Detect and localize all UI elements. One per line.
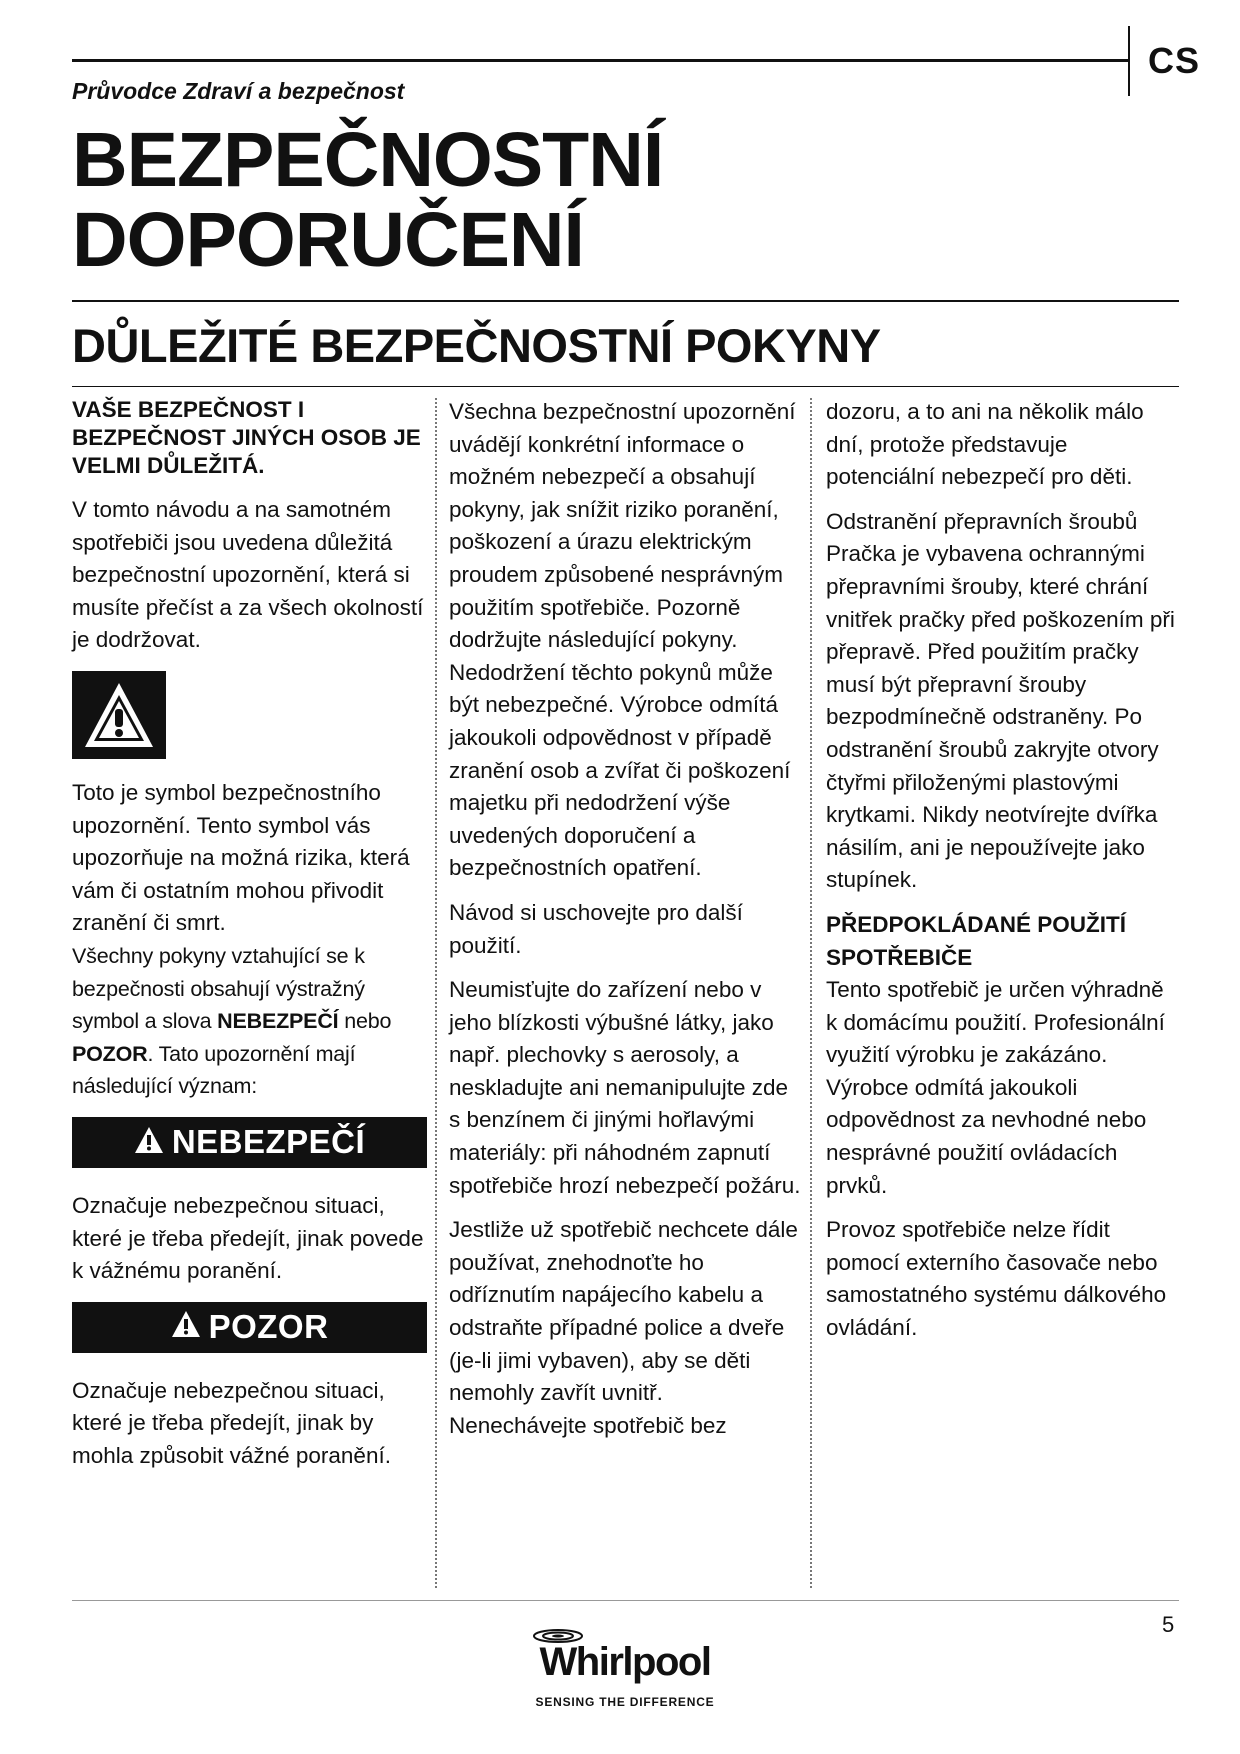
language-code: CS: [1148, 40, 1201, 81]
warning-triangle-icon: [171, 1310, 201, 1344]
caution-banner: [72, 1302, 427, 1353]
caution-label: POZOR: [208, 1307, 329, 1345]
danger-label: NEBEZPEČÍ: [171, 1123, 366, 1161]
col1-word-or: nebo: [338, 1009, 392, 1034]
column-2: [449, 396, 805, 1454]
section-title: DŮLEŽITÉ BEZPEČNOSTNÍ POKYNY: [72, 319, 881, 372]
col2-p4: Jestliže už spotřebič nechcete dále používat, znehodnoťte ho odříznutím napájecího kabelu a odstraňte případné police a dveře (je-li jimi vybaven), aby se děti nemohly zavřít uvnitř. Nenechávejte spotřebič bez: [449, 1217, 798, 1438]
col3-p2: Odstranění přepravních šroubů Pračka je vybavena ochrannými přepravními šrouby, které chrání vnitřek pračky před poškozením při přepravě. Před použitím pračky musí být přepravní šrouby bezpodmínečně odstraněny. Po odstranění šroubů zakryjte otvory čtyřmi přiloženými plastovými krytkami. Nikdy neotvírejte dvířka násilím, ani je nepoužívejte jako stupínek.: [826, 508, 1175, 893]
col1-all-pokyny: [72, 940, 427, 1103]
col1-symbol-text: Toto je symbol bezpečnostního upozornění. Tento symbol vás upozorňuje na možná rizika, která vám či ostatním mohou přivodit zranění či smrt.: [72, 779, 410, 936]
col3-p1: dozoru, a to ani na několik málo dní, protože představuje potenciální nebezpečí pro děti.: [826, 399, 1144, 490]
col3-heading: PŘEDPOKLÁDANÉ POUŽITÍ SPOTŘEBIČE: [826, 911, 1127, 970]
footer-rule: [72, 1600, 1179, 1601]
col1-all-pre: Všechny pokyny vztahující se k bezpečnosti obsahují výstražný symbol a slova: [72, 943, 365, 1034]
caution-text: Označuje nebezpečnou situaci, které je třeba předejít, jinak by mohla způsobit vážné poranění.: [72, 1377, 391, 1468]
title-line-1: BEZPEČNOSTNÍ: [72, 117, 664, 203]
guide-label: Průvodce Zdraví a bezpečnost: [72, 78, 405, 104]
swirl-icon: [532, 1628, 592, 1644]
col3-p3: Tento spotřebič je určen výhradně k domácímu použití. Profesionální využití výrobku je zakázáno. Výrobce odmítá jakoukoli odpovědnost za nevhodné nebo nesprávné použití ovládacích prvků.: [826, 977, 1165, 1198]
top-rule: [72, 59, 1130, 62]
warning-icon: [72, 671, 166, 759]
column-divider-1: [435, 398, 437, 1588]
brand-logo: [530, 1628, 720, 1728]
col1-all-post: . Tato upozornění mají následující význam:: [72, 1041, 356, 1099]
page-title: [72, 117, 664, 283]
danger-text: Označuje nebezpečnou situaci, které je třeba předejít, jinak povede k vážnému poranění.: [72, 1192, 424, 1284]
col2-p2: Návod si uschovejte pro další použití.: [449, 899, 743, 958]
col3-p4: Provoz spotřebiče nelze řídit pomocí externího časovače nebo samostatného systému dálkového ovládání.: [826, 1217, 1167, 1341]
warning-triangle-icon: [134, 1126, 164, 1160]
col1-heading: VAŠE BEZPEČNOST I BEZPEČNOST JINÝCH OSOB JE VELMI DŮLEŽITÁ.: [72, 397, 421, 478]
col2-p3: Neumisťujte do zařízení nebo v jeho blízkosti výbušné látky, jako např. plechovky s aerosoly, a neskladujte ani nemanipulujte zde s benzínem či jinými hořlavými materiály: při náhodném zapnutí spotřebiče hrozí nebezpečí požáru.: [449, 977, 801, 1198]
word-caution: POZOR: [72, 1041, 148, 1066]
column-divider-2: [810, 398, 812, 1588]
danger-banner: [72, 1117, 427, 1168]
brand-tagline: SENSING THE DIFFERENCE: [535, 1695, 715, 1709]
word-danger: NEBEZPEČÍ: [217, 1009, 339, 1034]
col2-p1: Všechna bezpečnostní upozornění uvádějí konkrétní informace o možném nebezpečí a obsahují pokyny, jak snížit riziko poranění, poškození a úrazu elektrickým proudem způsobené nesprávným použitím spotřebiče. Pozorně dodržujte následující pokyny. Nedodržení těchto pokynů může být nebezpečné. Výrobce odmítá jakoukoli odpovědnost v případě zranění osob a zvířat či poškození majetku při nedodržení výše uvedených doporučení a bezpečnostních opatření.: [449, 399, 796, 881]
col1-intro: V tomto návodu a na samotném spotřebiči jsou uvedena důležitá bezpečnostní upozornění, která si musíte přečíst a za všech okolností je dodržovat.: [72, 497, 424, 653]
brand-name: Whirlpool: [539, 1640, 711, 1684]
column-1: [72, 396, 427, 1484]
column-3: [826, 396, 1180, 1357]
corner-tick: [1128, 26, 1130, 96]
section-rule: [72, 386, 1179, 387]
title-line-2: DOPORUČENÍ: [72, 197, 584, 283]
title-rule: [72, 300, 1179, 302]
page-number: 5: [1162, 1612, 1175, 1637]
